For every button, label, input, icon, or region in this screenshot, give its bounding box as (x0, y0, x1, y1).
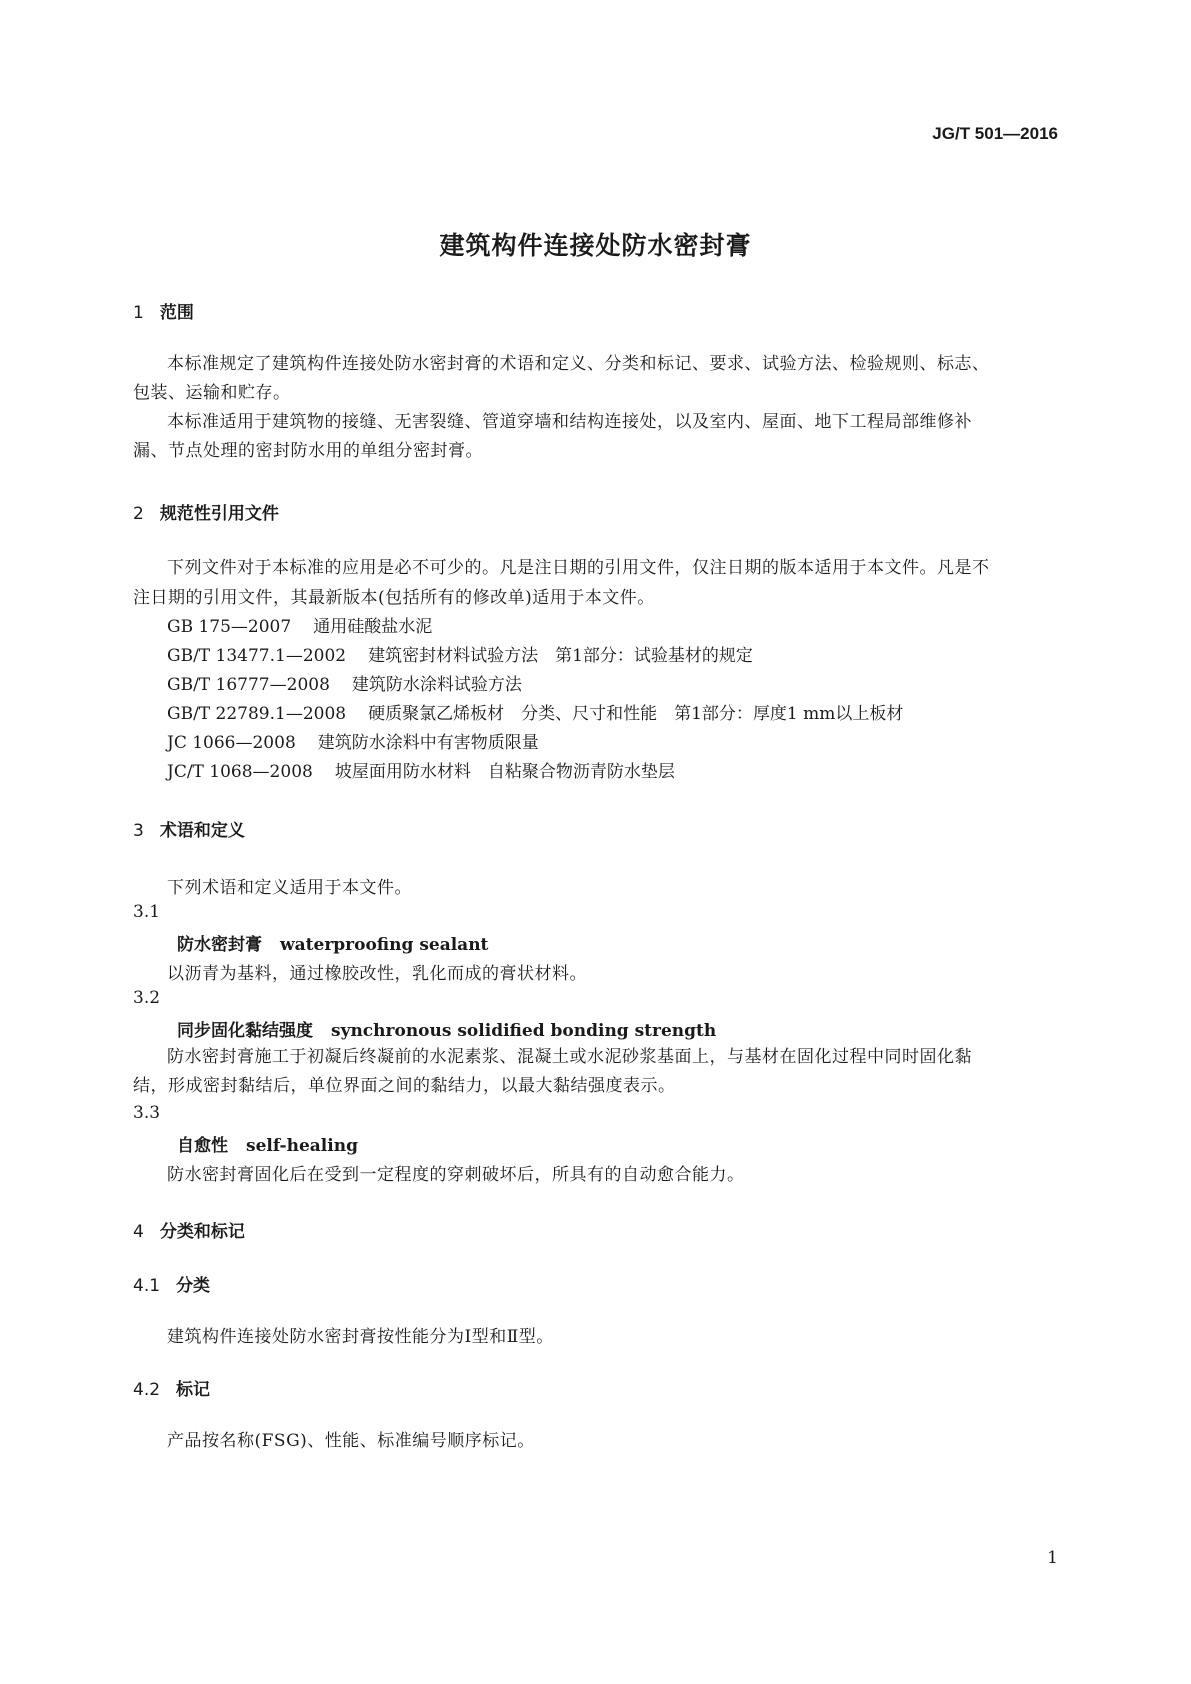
section-3-intro: 下列术语和定义适用于本文件。 (167, 878, 412, 898)
section-4-2-heading: 4.2 标记 (133, 1380, 211, 1400)
reference-item: JC/T 1068—2008 坡屋面用防水材料 自粘聚合物沥青防水垫层 (167, 762, 675, 782)
term-heading: 防水密封膏 waterproofing sealant (177, 935, 489, 955)
term-definition: 防水密封膏固化后在受到一定程度的穿刺破坏后，所具有的自动愈合能力。 (167, 1165, 745, 1185)
section-3-heading: 3 术语和定义 (133, 821, 245, 841)
section-1-heading: 1 范围 (133, 303, 194, 323)
reference-item: JC 1066—2008 建筑防水涂料中有害物质限量 (167, 733, 539, 753)
section-2-intro: 下列文件对于本标准的应用是必不可少的。凡是注日期的引用文件，仅注日期的版本适用于本文件。凡是不注日期的引用文件，其最新版本(包括所有的修改单)适用于本文件。 (133, 558, 990, 608)
term-number: 3.1 (133, 902, 161, 922)
document-title: 建筑构件连接处防水密封膏 (439, 231, 752, 260)
standard-code: JG/T 501—2016 (932, 124, 1058, 143)
section-4-1-text: 建筑构件连接处防水密封膏按性能分为Ⅰ型和Ⅱ型。 (167, 1327, 554, 1347)
section-4-2-text: 产品按名称(FSG)、性能、标准编号顺序标记。 (167, 1431, 535, 1451)
reference-item: GB 175—2007 通用硅酸盐水泥 (167, 617, 433, 637)
page-number: 1 (1047, 1548, 1058, 1568)
section-1-paragraph-1: 本标准规定了建筑构件连接处防水密封膏的术语和定义、分类和标记、要求、试验方法、检验规则、标志、包装、运输和贮存。 (133, 354, 990, 403)
term-heading: 同步固化黏结强度 synchronous solidified bonding strength (177, 1021, 717, 1041)
term-number: 3.2 (133, 988, 161, 1008)
term-definition: 以沥青为基料，通过橡胶改性，乳化而成的膏状材料。 (167, 964, 587, 984)
reference-item: GB/T 13477.1—2002 建筑密封材料试验方法 第1部分：试验基材的规定 (167, 646, 753, 666)
section-2-heading: 2 规范性引用文件 (133, 504, 279, 524)
section-4-1-heading: 4.1 分类 (133, 1276, 211, 1296)
reference-item: GB/T 22789.1—2008 硬质聚氯乙烯板材 分类、尺寸和性能 第1部分：厚度1 mm以上板材 (167, 704, 904, 724)
term-number: 3.3 (133, 1103, 161, 1123)
section-1-paragraph-2: 本标准适用于建筑物的接缝、无害裂缝、管道穿墙和结构连接处，以及室内、屋面、地下工程局部维修补漏、节点处理的密封防水用的单组分密封膏。 (133, 412, 972, 461)
term-definition: 防水密封膏施工于初凝后终凝前的水泥素浆、混凝土或水泥砂浆基面上，与基材在固化过程中同时固化黏结，形成密封黏结后，单位界面之间的黏结力，以最大黏结强度表示。 (133, 1047, 972, 1096)
reference-item: GB/T 16777—2008 建筑防水涂料试验方法 (167, 675, 522, 695)
term-heading: 自愈性 self-healing (177, 1136, 358, 1156)
section-4-heading: 4 分类和标记 (133, 1222, 245, 1242)
